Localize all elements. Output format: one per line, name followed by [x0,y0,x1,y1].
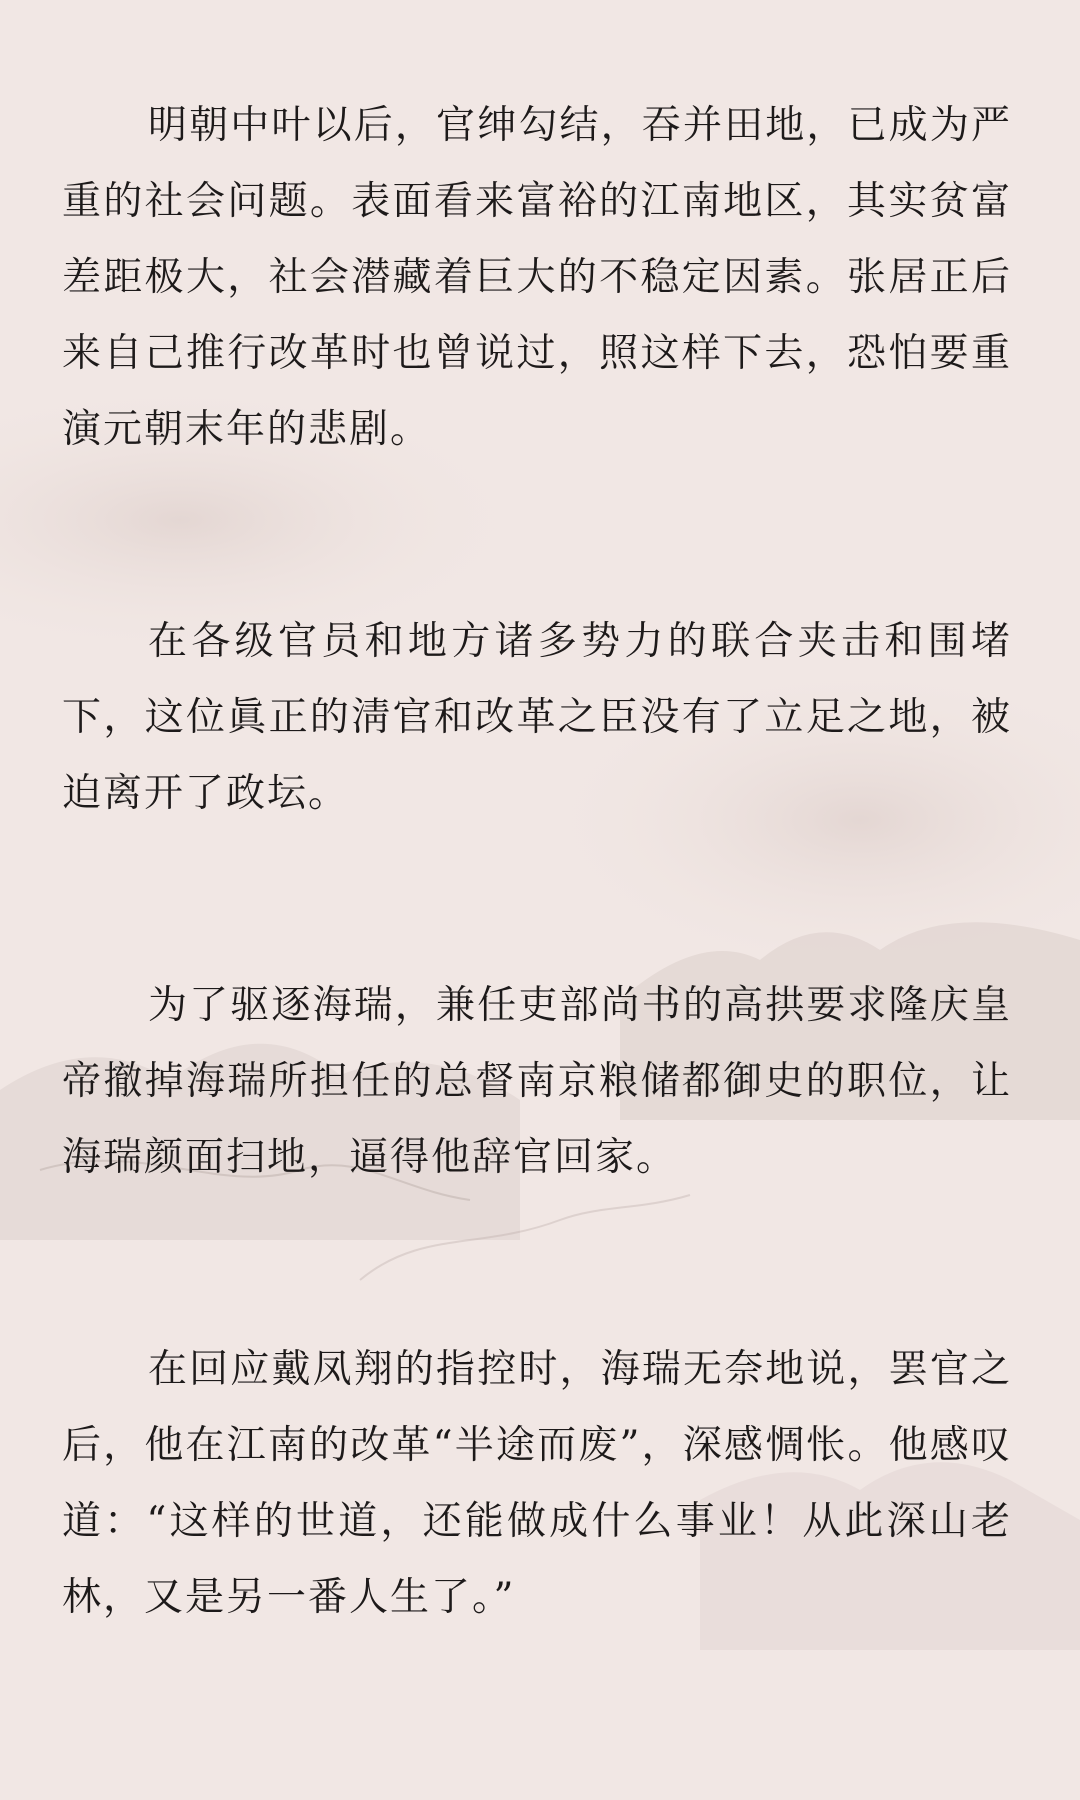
paragraph-1: 明朝中叶以后，官绅勾结，吞并田地，已成为严重的社会问题。表面看来富裕的江南地区，其实贫富差距极大，社会潜藏着巨大的不稳定因素。张居正后来自己推行改革时也曾说过，照这样下去，恐怕要重演元朝末年的悲剧。 [62,103,1012,452]
paragraph-3: 为了驱逐海瑞，兼任吏部尚书的高拱要求隆庆皇帝撤掉海瑞所担任的总督南京粮储都御史的职位，让海瑞颜面扫地，逼得他辞官回家。 [62,983,1012,1180]
paragraph-2: 在各级官员和地方诸多势力的联合夹击和围堵下，这位眞正的淸官和改革之臣没有了立足之地，被迫离开了政坛。 [62,619,1012,816]
paragraph-4: 在回应戴凤翔的指控时，海瑞无奈地说，罢官之后，他在江南的改革“半途而废”，深感惆怅。他感叹道：“这样的世道，还能做成什么事业！从此深山老林，又是另一番人生了。” [62,1347,1012,1620]
article-body [62,88,1012,1636]
